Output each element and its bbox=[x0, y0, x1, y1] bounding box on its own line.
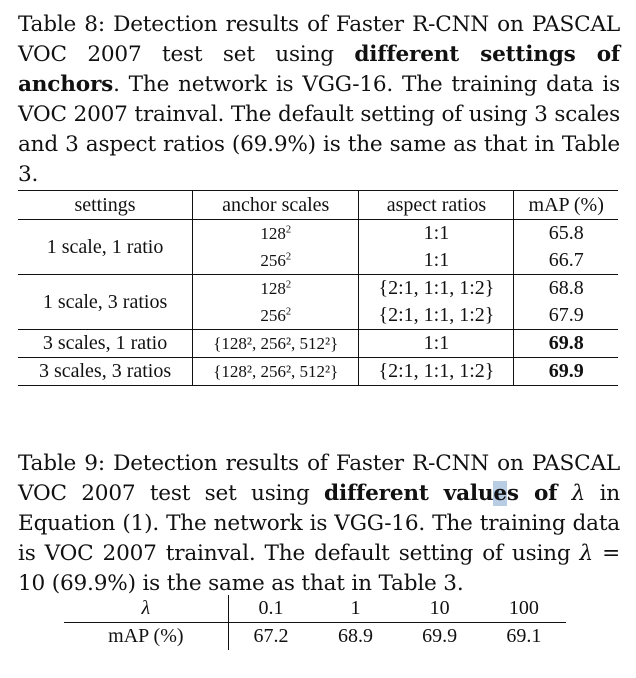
map-cell-best: 69.8 bbox=[514, 330, 618, 358]
anchor-scale-cell: $256^2$ bbox=[193, 247, 359, 275]
table-9 bbox=[64, 595, 566, 650]
table-8 bbox=[18, 190, 618, 386]
aspect-ratio-cell: 1:1 bbox=[359, 220, 514, 248]
table-9-caption-pre: Detection results of Faster R-CNN on PASCAL VOC 2007 test set using bbox=[18, 451, 621, 506]
setting-cell: 3 scales, 3 ratios bbox=[18, 358, 193, 386]
text-selection-highlight[interactable]: e bbox=[493, 481, 507, 506]
map-value: 67.2 bbox=[253, 625, 289, 647]
aspect-ratio-cell: 1:1 bbox=[359, 330, 514, 358]
table-9-map-row bbox=[64, 623, 566, 651]
anchor-scale-cell: {128², 256², 512²} bbox=[193, 358, 359, 386]
aspect-ratio-cell: {2:1, 1:1, 1:2} bbox=[359, 302, 514, 330]
table-9-caption-bold: different values of bbox=[324, 481, 558, 506]
anchor-scale-cell: $256^2$ bbox=[193, 302, 359, 330]
map-cell: 65.8 bbox=[514, 220, 618, 248]
table-row bbox=[18, 330, 618, 358]
setting-cell: 1 scale, 1 ratio bbox=[18, 220, 193, 275]
table-9-label: Table 9: bbox=[18, 451, 105, 476]
lambda-symbol: λ bbox=[571, 481, 586, 506]
aspect-ratio-cell: {2:1, 1:1, 1:2} bbox=[359, 358, 514, 386]
table-row bbox=[18, 275, 618, 303]
table-8-caption-pre: Detection results of Faster R-CNN on PASCAL VOC 2007 test set using bbox=[18, 12, 621, 67]
map-value: 68.9 bbox=[337, 625, 373, 647]
map-cell: 68.8 bbox=[514, 275, 618, 303]
header-map: mAP (%) bbox=[514, 191, 618, 220]
map-header: mAP (%) bbox=[64, 623, 228, 651]
anchor-scale-cell: {128², 256², 512²} bbox=[193, 330, 359, 358]
lambda-header: λ bbox=[64, 595, 228, 623]
map-cell: 67.9 bbox=[548, 304, 584, 326]
table-9-caption bbox=[18, 449, 620, 599]
aspect-ratio-cell: {2:1, 1:1, 1:2} bbox=[359, 275, 514, 303]
table-row bbox=[18, 220, 618, 248]
table-8-caption bbox=[18, 10, 620, 190]
map-cell: 66.7 bbox=[548, 249, 584, 271]
table-row bbox=[18, 358, 618, 386]
setting-cell: 3 scales, 1 ratio bbox=[18, 330, 193, 358]
map-cell-best: 69.9 bbox=[514, 358, 618, 386]
aspect-ratio-cell: 1:1 bbox=[359, 247, 514, 275]
setting-cell: 1 scale, 3 ratios bbox=[18, 275, 193, 330]
anchor-scale-cell: $128^2$ bbox=[193, 275, 359, 303]
header-aspect-ratios: aspect ratios bbox=[359, 191, 514, 220]
table-9-caption-mid: in Equation (1). The network is VGG-16. The training data is VOC 2007 trainval. The default setting of using bbox=[18, 481, 620, 566]
table-8-caption-post: . The network is VGG-16. The training data is VOC 2007 trainval. The default setting of using 3 scales and 3 aspect ratios (69.9%) is the same as that in Table 3. bbox=[18, 72, 620, 187]
lambda-symbol: λ bbox=[579, 541, 594, 566]
anchor-scale-cell: $128^2$ bbox=[193, 220, 359, 248]
map-value: 69.9 bbox=[422, 625, 458, 647]
lambda-value: 1 bbox=[313, 595, 397, 623]
lambda-value: 0.1 bbox=[228, 595, 313, 623]
table-8-caption-bold: different settings of anchors bbox=[18, 42, 620, 97]
header-settings: settings bbox=[18, 191, 193, 220]
lambda-value: 10 bbox=[398, 595, 482, 623]
header-anchor-scales: anchor scales bbox=[193, 191, 359, 220]
lambda-value: 100 bbox=[482, 595, 566, 623]
map-value: 69.1 bbox=[506, 625, 542, 647]
table-9-caption-eq: = 10 (69.9%) is the same as that in Table 3. bbox=[18, 541, 620, 596]
table-8-header-row bbox=[18, 191, 618, 220]
table-8-label: Table 8: bbox=[18, 12, 105, 37]
table-9-lambda-row bbox=[64, 595, 566, 623]
